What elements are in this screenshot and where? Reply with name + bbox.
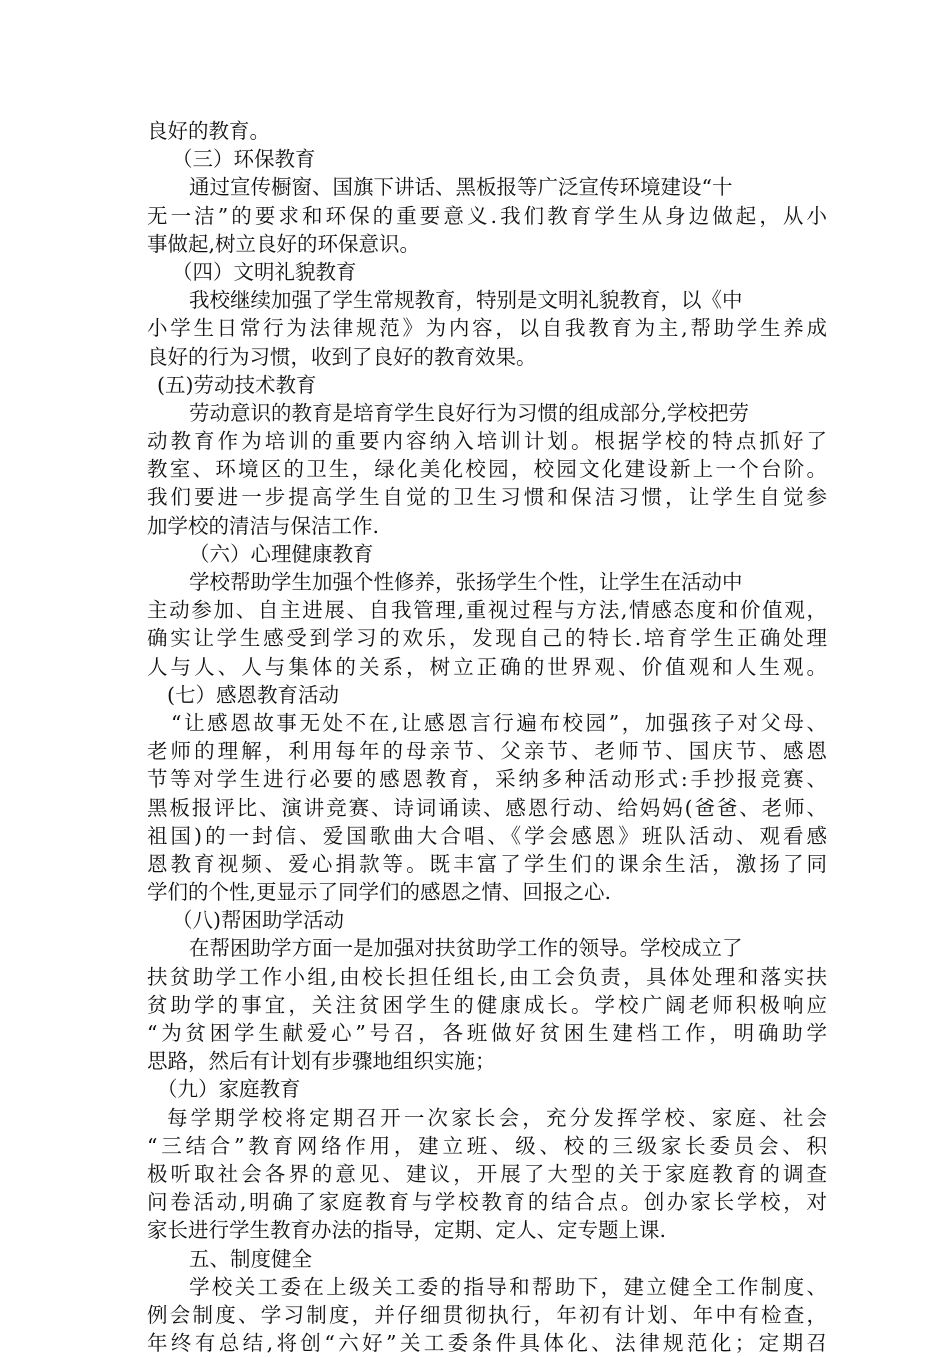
paragraph-line: 年终有总结,将创“六好”关工委条件具体化、法律规范化；定期召: [147, 1331, 827, 1356]
paragraph-line: 学校帮助学生加强个性修养，张扬学生个性，让学生在活动中: [189, 570, 743, 594]
section-heading: （四）文明礼貌教育: [172, 259, 357, 284]
section-heading: (七）感恩教育活动: [167, 682, 339, 707]
paragraph-line: 问卷活动,明确了家庭教育与学校教育的结合点。创办家长学校，对: [147, 1190, 827, 1215]
paragraph-line: 节等对学生进行必要的感恩教育，采纳多种活动形式:手抄报竞赛、: [147, 767, 827, 792]
paragraph-line: 良好的教育。: [147, 119, 270, 143]
section-heading: 五、制度健全: [189, 1246, 312, 1271]
section-heading: （九）家庭教育: [157, 1077, 301, 1102]
paragraph-line: 动教育作为培训的重要内容纳入培训计划。根据学校的特点抓好了: [147, 429, 827, 454]
paragraph-line: 极听取社会各界的意见、建议，开展了大型的关于家庭教育的调查: [147, 1161, 827, 1186]
paragraph-line: 人与人、人与集体的关系，树立正确的世界观、价值观和人生观。: [147, 654, 827, 679]
paragraph-line: 思路，然后有计划有步骤地组织实施；: [147, 1049, 496, 1074]
paragraph-line: 贫助学的事宜，关注贫困学生的健康成长。学校广阔老师积极响应: [147, 992, 827, 1017]
paragraph-line: 老师的理解，利用每年的母亲节、父亲节、老师节、国庆节、感恩: [147, 739, 827, 764]
paragraph-line: 教室、环境区的卫生，绿化美化校园，校园文化建设新上一个台阶。: [147, 457, 827, 482]
paragraph-line: 黑板报评比、演讲竞赛、诗词诵读、感恩行动、给妈妈(爸爸、老师、: [147, 795, 827, 820]
paragraph-line: 劳动意识的教育是培育学生良好行为习惯的组成部分,学校把劳: [189, 400, 750, 425]
document-page: [147, 117, 827, 1357]
paragraph-line: 主动参加、自主进展、自我管理,重视过程与方法,情感态度和价值观，: [147, 598, 827, 623]
paragraph-line: 小学生日常行为法律规范》为内容，以自我教育为主,帮助学生养成: [147, 316, 827, 341]
paragraph-line: 学们的个性,更显示了同学们的感恩之情、回报之心.: [147, 880, 612, 905]
paragraph-line: 学校关工委在上级关工委的指导和帮助下，建立健全工作制度、: [189, 1274, 827, 1299]
section-heading: (五)劳动技术教育: [157, 372, 317, 397]
paragraph-line: 良好的行为习惯，收到了良好的教育效果。: [147, 344, 537, 369]
paragraph-line: 通过宣传橱窗、国旗下讲话、黑板报等广泛宣传环境建设“十: [189, 175, 733, 200]
paragraph-line: 扶贫助学工作小组,由校长担任组长,由工会负责，具体处理和落实扶: [147, 964, 827, 989]
paragraph-line: 在帮困助学方面一是加强对扶贫助学工作的领导。学校成立了: [189, 936, 743, 961]
paragraph-line: 加学校的清洁与保洁工作.: [147, 513, 380, 538]
paragraph-line: 事做起,树立良好的环保意识。: [147, 231, 421, 256]
paragraph-line: 例会制度、学习制度，并仔细贯彻执行，年初有计划、年中有检查，: [147, 1302, 827, 1327]
section-heading: （八)帮困助学活动: [172, 908, 344, 933]
paragraph-line: “让感恩故事无处不在,让感恩言行遍布校园”，加强孩子对父母、: [171, 710, 827, 735]
paragraph-line: “为贫困学生献爱心”号召，各班做好贫困生建档工作，明确助学: [147, 1021, 827, 1045]
paragraph-line: 恩教育视频、爱心捐款等。既丰富了学生们的课余生活，激扬了同: [147, 851, 827, 876]
paragraph-line: 无一洁”的要求和环保的重要意义.我们教育学生从身边做起，从小: [147, 203, 827, 228]
paragraph-line: 祖国)的一封信、爱国歌曲大合唱、《学会感恩》班队活动、观看感: [147, 823, 827, 848]
paragraph-line: 家长进行学生教育办法的指导，定期、定人、定专题上课.: [147, 1218, 667, 1243]
paragraph-line: 确实让学生感受到学习的欢乐，发现自己的特长.培育学生正确处理: [147, 626, 827, 651]
section-heading: （六）心理健康教育: [189, 541, 374, 566]
paragraph-line: 我校继续加强了学生常规教育，特别是文明礼貌教育，以《中: [189, 288, 743, 313]
paragraph-line: 每学期学校将定期召开一次家长会，充分发挥学校、家庭、社会: [167, 1105, 827, 1130]
paragraph-line: 我们要进一步提高学生自觉的卫生习惯和保洁习惯，让学生自觉参: [147, 485, 827, 510]
section-heading: （三）环保教育: [172, 147, 316, 172]
paragraph-line: “三结合”教育网络作用，建立班、级、校的三级家长委员会、积: [147, 1133, 827, 1158]
